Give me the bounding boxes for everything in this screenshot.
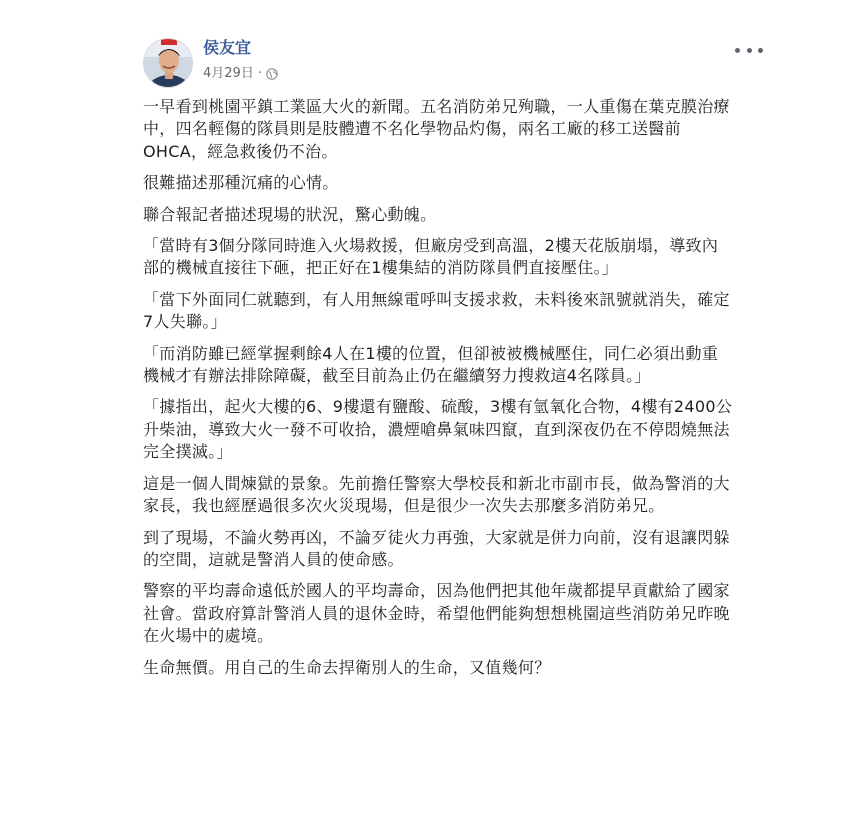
post-paragraph: 聯合報記者描述現場的狀況，驚心動魄。 <box>143 204 437 224</box>
globe-icon[interactable] <box>266 68 278 80</box>
post-paragraph: 到了現場，不論火勢再凶，不論歹徒火力再強，大家就是併力向前，沒有退讓閃躲的空間，這就是警消人員的使命感。 <box>143 527 730 569</box>
dot-icon <box>758 48 763 53</box>
post-paragraph: 「而消防雖已經掌握剩餘4人在1樓的位置，但卻被被機械壓住，同仁必須出動重機械才有辦法排除障礙，截至目前為止仍在繼續努力搜救這4名隊員。」 <box>143 343 719 386</box>
dot-icon <box>735 48 740 53</box>
post-body <box>143 96 733 688</box>
post-header <box>143 38 763 88</box>
author-name[interactable]: 侯友宜 <box>203 38 252 57</box>
post-date[interactable]: 4月29日 <box>203 66 254 81</box>
meta-separator: · <box>257 66 262 81</box>
post-paragraph: 警察的平均壽命遠低於國人的平均壽命，因為他們把其他年歲都提早貢獻給了國家社會。當政府算計警消人員的退休金時，希望他們能夠想想桃園這些消防弟兄昨晚在火場中的處境。 <box>143 581 730 646</box>
post-paragraph: 「當下外面同仁就聽到，有人用無線電呼叫支援求救，未料後來訊號就消失，確定7人失聯。」 <box>143 289 730 332</box>
post-paragraph: 「據指出，起火大樓的6、9樓還有鹽酸、硫酸，3樓有氫氧化合物，4樓有2400公升柴油，導致大火一發不可收拾，濃煙嗆鼻氣味四竄，直到深夜仍在不停悶燒無法完全撲滅。」 <box>143 397 733 462</box>
post-paragraph: 這是一個人間煉獄的景象。先前擔任警察大學校長和新北市副市長，做為警消的大家長，我也經歷過很多次火災現場，但是很少一次失去那麼多消防弟兄。 <box>143 473 730 516</box>
post-meta <box>203 65 278 83</box>
post-paragraph: 「當時有3個分隊同時進入火場救援，但廠房受到高溫，2樓天花版崩塌，導致內部的機械直接往下砸，把正好在1樓集結的消防隊員們直接壓住。」 <box>143 236 719 278</box>
dot-icon <box>747 48 752 53</box>
post-paragraph: 很難描述那種沉痛的心情。 <box>143 173 339 193</box>
more-options-icon[interactable] <box>735 40 763 60</box>
post-paragraph: 生命無價。用自己的生命去捍衛別人的生命，又值幾何？ <box>143 657 551 677</box>
post-paragraph: 一早看到桃園平鎮工業區大火的新聞。五名消防弟兄殉職，一人重傷在葉克膜治療中，四名輕傷的隊員則是肢體遭不名化學物品灼傷，兩名工廠的移工送醫前OHCA，經急救後仍不治。 <box>143 97 730 161</box>
author-avatar[interactable] <box>143 38 193 88</box>
